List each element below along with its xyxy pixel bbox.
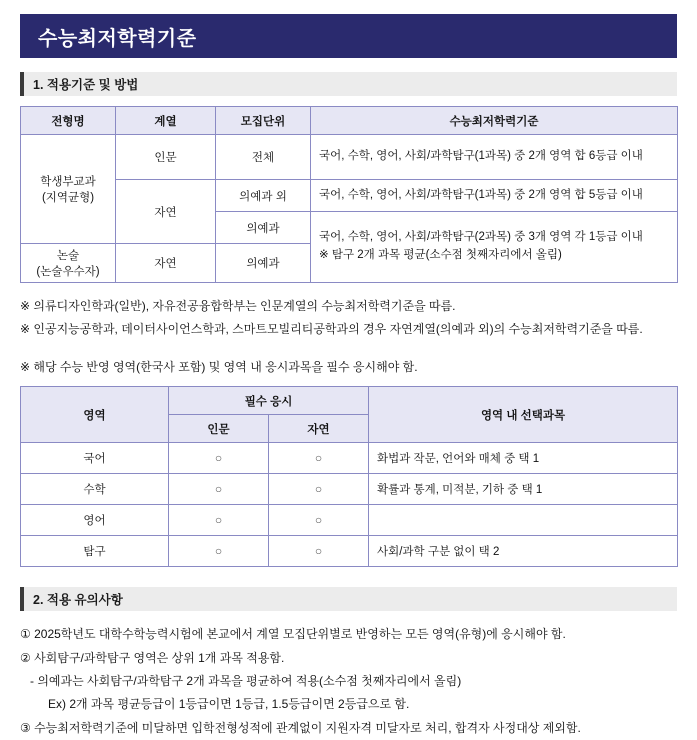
section-2-heading-label: 2. 적용 유의사항 — [33, 593, 123, 608]
subject-table — [20, 386, 678, 567]
cell-optional-subjects — [369, 505, 678, 536]
cell-track: 인문 — [116, 135, 216, 180]
table-row — [21, 474, 678, 505]
cell-criteria: 국어, 수학, 영어, 사회/과학탐구(1과목) 중 2개 영역 합 5등급 이내 — [311, 180, 678, 212]
section-1-heading-label: 1. 적용기준 및 방법 — [33, 78, 139, 92]
cell-track: 자연 — [116, 180, 216, 244]
column-header-criteria: 수능최저학력기준 — [311, 107, 678, 135]
column-header-required: 필수 응시 — [169, 387, 369, 415]
admission-type-sub: (지역균형) — [41, 192, 95, 204]
cell-required-natural: ○ — [269, 536, 369, 567]
cell-required-natural: ○ — [269, 474, 369, 505]
cell-area: 국어 — [21, 443, 169, 474]
admission-type-sub: (논술우수자) — [36, 266, 100, 278]
cell-required-humanities: ○ — [169, 505, 269, 536]
table-row — [21, 536, 678, 567]
column-header-area: 영역 — [21, 387, 169, 443]
list-item: ① 2025학년도 대학수학능력시험에 본교에서 계열 모집단위별로 반영하는 모든 영역(유형)에 응시해야 함. — [20, 627, 566, 642]
criteria-notes — [20, 295, 677, 342]
cell-unit: 의예과 외 — [216, 180, 311, 212]
cell-required-humanities: ○ — [169, 536, 269, 567]
section-1-heading — [20, 72, 677, 96]
cell-optional-subjects: 사회/과학 구분 없이 택 2 — [369, 536, 678, 567]
table-header-row — [21, 107, 678, 135]
admission-type-name: 논술 — [56, 250, 80, 262]
table-header-row — [21, 387, 678, 415]
note-line: ※ 해당 수능 반영 영역(한국사 포함) 및 영역 내 응시과목을 필수 응시해야 함. — [20, 359, 418, 374]
cell-area: 수학 — [21, 474, 169, 505]
cell-unit: 전체 — [216, 135, 311, 180]
required-subjects-note — [20, 356, 677, 379]
criteria-line-2: ※ 탐구 2개 과목 평균(소수점 첫째자리에서 올림) — [319, 249, 562, 261]
cell-area: 탐구 — [21, 536, 169, 567]
column-header-track: 계열 — [116, 107, 216, 135]
cell-required-humanities: ○ — [169, 443, 269, 474]
cell-optional-subjects: 확률과 통계, 미적분, 기하 중 택 1 — [369, 474, 678, 505]
column-header-natural: 자연 — [269, 415, 369, 443]
note-line: ※ 의류디자인학과(일반), 자유전공융합학부는 인문계열의 수능최저학력기준을 따름. — [20, 299, 456, 313]
table-row — [21, 180, 678, 212]
cell-area: 영어 — [21, 505, 169, 536]
note-line: ※ 인공지능공학과, 데이터사이언스학과, 스마트모빌리티공학과의 경우 자연계열(의예과 외)의 수능최저학력기준을 따름. — [20, 322, 643, 337]
page-title: 수능최저학력기준 — [38, 27, 197, 50]
cell-required-natural: ○ — [269, 505, 369, 536]
admission-type-name: 학생부교과 — [40, 176, 96, 188]
list-item: ③ 수능최저학력기준에 미달하면 입학전형성적에 관계없이 지원자격 미달자로 처리, 합격자 사정대상 제외함. — [20, 720, 581, 735]
document-title-banner — [20, 14, 677, 58]
criteria-line-1: 국어, 수학, 영어, 사회/과학탐구(2과목) 중 3개 영역 각 1등급 이내 — [319, 231, 643, 244]
cell-criteria-merged — [311, 212, 678, 283]
cell-optional-subjects: 화법과 작문, 언어와 매체 중 택 1 — [369, 443, 678, 474]
cell-unit: 의예과 — [216, 244, 311, 283]
cell-required-natural: ○ — [269, 443, 369, 474]
cell-unit: 의예과 — [216, 212, 311, 244]
cell-track: 자연 — [116, 244, 216, 283]
criteria-table — [20, 106, 678, 283]
cell-required-humanities: ○ — [169, 474, 269, 505]
column-header-humanities: 인문 — [169, 415, 269, 443]
column-header-unit: 모집단위 — [216, 107, 311, 135]
column-header-admission-type: 전형명 — [21, 107, 116, 135]
section-2-heading — [20, 587, 677, 611]
list-item: - 의예과는 사회탐구/과학탐구 2개 과목을 평균하여 적용(소수점 첫째자리에서 올림) — [30, 673, 462, 688]
table-row — [21, 135, 678, 180]
list-item: Ex) 2개 과목 평균등급이 1등급이면 1등급, 1.5등급이면 2등급으로 함. — [48, 697, 410, 712]
table-row — [21, 505, 678, 536]
cell-admission-type-haksaengbu — [21, 135, 116, 244]
table-row — [21, 443, 678, 474]
document-page — [0, 14, 697, 735]
cell-admission-type-nonsul — [21, 244, 116, 283]
cell-criteria: 국어, 수학, 영어, 사회/과학탐구(1과목) 중 2개 영역 합 6등급 이내 — [311, 135, 678, 180]
column-header-optional: 영역 내 선택과목 — [369, 387, 678, 443]
list-item: ② 사회탐구/과학탐구 영역은 상위 1개 과목 적용함. — [20, 650, 285, 665]
